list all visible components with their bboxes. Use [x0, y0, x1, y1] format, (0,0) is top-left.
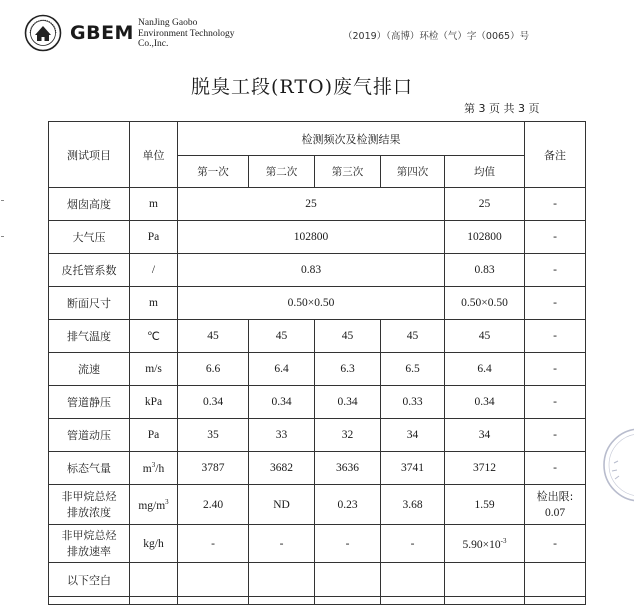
row-run-2: 33 — [249, 419, 315, 452]
avg-exponent: -3 — [500, 536, 507, 545]
unit-superscript: 3 — [151, 461, 156, 470]
row-run-2: 3682 — [249, 452, 315, 485]
header-run-3: 第三次 — [315, 156, 381, 188]
row-run-1: 45 — [178, 320, 249, 353]
row-remark: - — [525, 287, 586, 320]
unit-base: mg/m — [138, 499, 166, 512]
empty-cell — [315, 563, 381, 597]
row-remark: - — [525, 419, 586, 452]
unit-tail: /h — [155, 462, 165, 475]
row-average: 45 — [445, 320, 525, 353]
empty-cell — [445, 563, 525, 597]
row-average: 3712 — [445, 452, 525, 485]
table-header-row — [49, 122, 586, 156]
page-number: 第 3 页 共 3 页 — [464, 102, 540, 115]
company-name-line: Co.,Inc. — [138, 39, 169, 49]
row-run-4: 45 — [381, 320, 445, 353]
row-run-4: 0.33 — [381, 386, 445, 419]
table-row — [49, 452, 586, 485]
row-run-3: 45 — [315, 320, 381, 353]
row-item: 管道动压 — [49, 419, 130, 452]
header-run-4: 第四次 — [381, 156, 445, 188]
row-unit: m — [130, 188, 178, 221]
header-item: 测试项目 — [49, 122, 130, 188]
table-row — [49, 563, 586, 597]
company-name — [138, 18, 235, 50]
license-number: （2019）（高博）环检（气）字（0065）号 — [343, 31, 530, 42]
row-run-2: 45 — [249, 320, 315, 353]
row-run-4: 3.68 — [381, 485, 445, 525]
row-run-2: - — [249, 525, 315, 563]
row-average: 0.50×0.50 — [445, 287, 525, 320]
empty-cell — [315, 597, 381, 605]
row-item: 大气压 — [49, 221, 130, 254]
row-item-line: 排放速率 — [67, 544, 111, 558]
table-row — [49, 221, 586, 254]
row-item-line: 非甲烷总烃 — [61, 528, 117, 542]
row-run-1: 35 — [178, 419, 249, 452]
row-remark: - — [525, 221, 586, 254]
row-unit: kPa — [130, 386, 178, 419]
row-item: 标态气量 — [49, 452, 130, 485]
row-unit: ℃ — [130, 320, 178, 353]
page-title: 脱臭工段(RTO)废气排口 — [190, 76, 414, 98]
row-remark: - — [525, 188, 586, 221]
row-average: 0.83 — [445, 254, 525, 287]
row-unit: m — [130, 287, 178, 320]
row-remark: - — [525, 386, 586, 419]
empty-cell — [249, 597, 315, 605]
row-remark: - — [525, 254, 586, 287]
empty-cell — [49, 597, 130, 605]
table-row — [49, 188, 586, 221]
row-average: 0.34 — [445, 386, 525, 419]
row-run-3: 6.3 — [315, 353, 381, 386]
row-remark: - — [525, 525, 586, 563]
table-row — [49, 485, 586, 525]
table-row — [49, 254, 586, 287]
row-item: 烟囱高度 — [49, 188, 130, 221]
empty-cell — [130, 597, 178, 605]
row-run-3: 32 — [315, 419, 381, 452]
row-run-3: 3636 — [315, 452, 381, 485]
row-unit: / — [130, 254, 178, 287]
row-run-2: 0.34 — [249, 386, 315, 419]
row-remark: - — [525, 452, 586, 485]
row-run-1: - — [178, 525, 249, 563]
empty-cell — [525, 597, 586, 605]
row-item: 皮托管系数 — [49, 254, 130, 287]
unit-base: m — [142, 462, 152, 475]
row-average: 102800 — [445, 221, 525, 254]
scan-mark — [1, 200, 4, 201]
empty-cell — [381, 597, 445, 605]
row-remark: - — [525, 320, 586, 353]
row-item: 管道静压 — [49, 386, 130, 419]
table-row — [49, 287, 586, 320]
row-average: 1.59 — [445, 485, 525, 525]
row-average: 34 — [445, 419, 525, 452]
company-name-line: NanJing Gaobo — [138, 18, 198, 28]
table-row — [49, 525, 586, 563]
table-row — [49, 353, 586, 386]
row-unit: Pa — [130, 419, 178, 452]
company-seal-logo — [24, 14, 62, 52]
row-run-3: 0.34 — [315, 386, 381, 419]
row-item-line: 非甲烷总烃 — [61, 489, 117, 503]
remark-line: 检出限: — [536, 489, 574, 503]
scan-mark — [1, 236, 4, 237]
row-run-1: 3787 — [178, 452, 249, 485]
table-row — [49, 597, 586, 605]
row-run-4: 34 — [381, 419, 445, 452]
unit-superscript: 3 — [165, 497, 169, 506]
row-average — [445, 525, 525, 563]
empty-cell — [130, 563, 178, 597]
empty-cell — [381, 563, 445, 597]
row-item-line: 排放浓度 — [67, 505, 111, 519]
row-item — [49, 525, 130, 563]
remark-line: 0.07 — [544, 506, 566, 519]
header-run-2: 第二次 — [249, 156, 315, 188]
row-unit: kg/h — [130, 525, 178, 563]
table-row — [49, 320, 586, 353]
empty-cell — [178, 597, 249, 605]
table-row — [49, 386, 586, 419]
row-remark: - — [525, 353, 586, 386]
seal-stamp-partial — [600, 425, 634, 505]
row-item: 流速 — [49, 353, 130, 386]
row-value: 25 — [178, 188, 445, 221]
header-unit: 单位 — [130, 122, 178, 188]
row-unit: m/s — [130, 353, 178, 386]
header-run-1: 第一次 — [178, 156, 249, 188]
row-run-4: 3741 — [381, 452, 445, 485]
empty-cell — [178, 563, 249, 597]
row-run-1: 2.40 — [178, 485, 249, 525]
row-item: 以下空白 — [49, 563, 130, 597]
row-unit — [130, 485, 178, 525]
header-average: 均值 — [445, 156, 525, 188]
row-item: 断面尺寸 — [49, 287, 130, 320]
row-value: 0.83 — [178, 254, 445, 287]
row-unit — [130, 452, 178, 485]
row-run-1: 6.6 — [178, 353, 249, 386]
row-value: 102800 — [178, 221, 445, 254]
row-run-4: - — [381, 525, 445, 563]
row-unit: Pa — [130, 221, 178, 254]
row-average: 25 — [445, 188, 525, 221]
results-table — [48, 121, 586, 605]
table-row — [49, 419, 586, 452]
empty-cell — [445, 597, 525, 605]
avg-base: 5.90×10 — [462, 538, 501, 551]
row-run-1: 0.34 — [178, 386, 249, 419]
row-average: 6.4 — [445, 353, 525, 386]
row-run-2: ND — [249, 485, 315, 525]
row-run-3: 0.23 — [315, 485, 381, 525]
row-item: 排气温度 — [49, 320, 130, 353]
empty-cell — [249, 563, 315, 597]
row-value: 0.50×0.50 — [178, 287, 445, 320]
row-run-3: - — [315, 525, 381, 563]
header-results: 检测频次及检测结果 — [178, 122, 525, 156]
company-name-line: Environment Technology — [138, 28, 235, 39]
row-run-4: 6.5 — [381, 353, 445, 386]
row-item — [49, 485, 130, 525]
brand-name: GBEM — [70, 22, 134, 44]
header-remark: 备注 — [525, 122, 586, 188]
empty-cell — [525, 563, 586, 597]
row-run-2: 6.4 — [249, 353, 315, 386]
row-remark — [525, 485, 586, 525]
